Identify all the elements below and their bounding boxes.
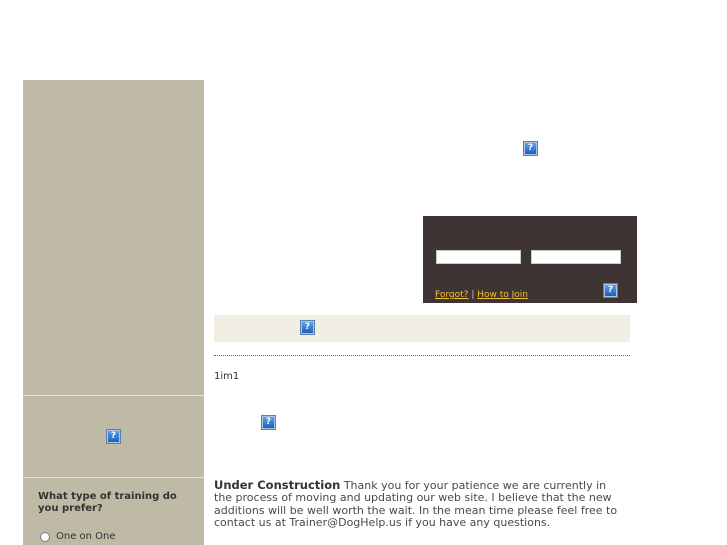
content-body: Thank you for your patience we are currently in the process of moving and updating our web site. I believe that the new additions will be well worth the wait. In the mean time please feel free to contact us at Trainer@DogHelp.us if you have any questions. [214, 479, 618, 530]
question-mark-icon[interactable]: ? [107, 430, 120, 443]
search-bar [214, 315, 630, 342]
password-input[interactable] [531, 250, 621, 264]
forgot-link[interactable]: Forgot? [435, 290, 469, 300]
sidebar-header-panel [23, 80, 204, 395]
link-separator: | [471, 290, 475, 300]
lim-label: 1im1 [214, 371, 240, 382]
poll-question: What type of training do you prefer? [38, 491, 177, 514]
question-mark-icon[interactable]: ? [262, 416, 275, 429]
divider [214, 355, 630, 356]
username-input[interactable] [436, 250, 521, 264]
content-heading: Under Construction [214, 478, 341, 492]
how-to-join-link[interactable]: How to Join [477, 290, 528, 300]
question-mark-icon[interactable]: ? [524, 142, 537, 155]
radio-button[interactable] [40, 532, 50, 542]
poll-option[interactable] [40, 531, 116, 542]
login-links [435, 290, 528, 300]
main-content [214, 479, 624, 530]
question-mark-icon[interactable]: ? [301, 321, 314, 334]
poll-option-label: One on One [56, 531, 116, 542]
question-mark-icon[interactable]: ? [604, 284, 617, 297]
sidebar-widget-panel [23, 396, 204, 477]
